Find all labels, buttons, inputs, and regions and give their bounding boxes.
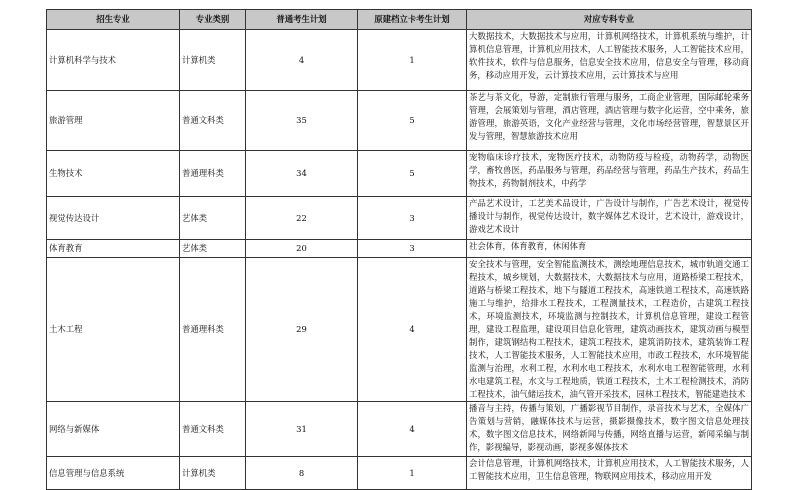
- header-regular-plan: 普通考生计划: [246, 10, 358, 30]
- poverty-plan-cell: 1: [358, 30, 467, 91]
- header-category: 专业类别: [180, 10, 246, 30]
- category-cell: 艺体类: [180, 197, 246, 240]
- major-cell: 计算机科学与技术: [47, 30, 180, 91]
- regular-plan-cell: 22: [246, 197, 358, 240]
- related-majors-cell: 大数据技术，大数据技术与应用，计算机网络技术，计算机系统与维护，计算机信息管理，计算机应用技术，人工智能技术服务，人工智能技术应用，软件技术，软件与信息服务，信息安全技术应用，信息安全与管理，移动商务，移动应用开发，云计算技术应用，云计算技术与应用: [467, 30, 752, 91]
- regular-plan-cell: 35: [246, 91, 358, 151]
- poverty-plan-cell: 5: [358, 151, 467, 197]
- category-cell: 计算机类: [180, 457, 246, 490]
- table-header-row: [47, 10, 752, 30]
- related-majors-cell: 播音与主持，传播与策划，广播影视节目制作，录音技术与艺术，全媒体广告策划与营销，融媒体技术与运营，摄影摄像技术，数字图文信息处理技术，数字图文信息技术，网络新闻与传播，网络直播与运营，新闻采编与制作，影视编导，影视动画，影视多媒体技术: [467, 402, 752, 457]
- category-cell: 普通理科类: [180, 151, 246, 197]
- category-cell: 普通文科类: [180, 402, 246, 457]
- table-row: [47, 91, 752, 151]
- table-row: [47, 197, 752, 240]
- category-cell: 普通理科类: [180, 258, 246, 402]
- table-row: [47, 457, 752, 490]
- poverty-plan-cell: 3: [358, 197, 467, 240]
- related-majors-cell: 茶艺与茶文化，导游，定制旅行管理与服务，工商企业管理，国际邮轮乘务管理，会展策划与管理，酒店管理，酒店管理与数字化运营，空中乘务，旅游管理，旅游英语，文化产业经营与管理，文化市场经营管理，智慧景区开发与管理，智慧旅游技术应用: [467, 91, 752, 151]
- poverty-plan-cell: 5: [358, 91, 467, 151]
- poverty-plan-cell: 1: [358, 457, 467, 490]
- poverty-plan-cell: 3: [358, 240, 467, 258]
- related-majors-cell: 产品艺术设计，工艺美术品设计，广告设计与制作，广告艺术设计，视觉传播设计与制作，视觉传达设计，数字媒体艺术设计，艺术设计，游戏设计，游戏艺术设计: [467, 197, 752, 240]
- poverty-plan-cell: 4: [358, 258, 467, 402]
- regular-plan-cell: 31: [246, 402, 358, 457]
- related-majors-cell: 会计信息管理，计算机网络技术，计算机应用技术，人工智能技术服务，人工智能技术应用，卫生信息管理，物联网应用技术，移动应用开发: [467, 457, 752, 490]
- major-cell: 信息管理与信息系统: [47, 457, 180, 490]
- major-cell: 土木工程: [47, 258, 180, 402]
- regular-plan-cell: 29: [246, 258, 358, 402]
- category-cell: 计算机类: [180, 30, 246, 91]
- table-row: [47, 402, 752, 457]
- header-major: 招生专业: [47, 10, 180, 30]
- poverty-plan-cell: 4: [358, 402, 467, 457]
- related-majors-cell: 安全技术与管理，安全智能监测技术，测绘地理信息技术，城市轨道交通工程技术，城乡规划，大数据技术，大数据技术与应用，道路桥梁工程技术，道路与桥梁工程技术，地下与隧道工程技术，高速铁道工程技术，高速铁路施工与维护，给排水工程技术，工程测量技术，工程造价，古建筑工程技术，环境监测技术，环境监测与控制技术，计算机信息管理，建设工程管理，建设工程监理，建设项目信息化管理，建筑动画技术，建筑动画与模型制作，建筑钢结构工程技术，建筑工程技术，建筑消防技术，建筑装饰工程技术，人工智能技术服务，人工智能技术应用，市政工程技术，水环境智能监测与治理，水利工程，水利水电工程技术，水利水电工程智能管理，水利水电建筑工程，水文与工程地质，铁道工程技术，土木工程检测技术，消防工程技术，油气储运技术，油气管开采技术，园林工程技术，智能建造技术: [467, 258, 752, 402]
- regular-plan-cell: 4: [246, 30, 358, 91]
- major-cell: 旅游管理: [47, 91, 180, 151]
- related-majors-cell: 社会体育，体育教育，休闲体育: [467, 240, 752, 258]
- header-poverty-plan: 原建档立卡考生计划: [358, 10, 467, 30]
- major-cell: 视觉传达设计: [47, 197, 180, 240]
- table-row: [47, 30, 752, 91]
- related-majors-cell: 宠物临床诊疗技术，宠物医疗技术，动物防疫与检疫，动物药学，动物医学，畜牧兽医，药品服务与管理，药品经营与管理，药品生产技术，药品生物技术，药物制剂技术，中药学: [467, 151, 752, 197]
- table-row: [47, 258, 752, 402]
- category-cell: 艺体类: [180, 240, 246, 258]
- header-related-majors: 对应专科专业: [467, 10, 752, 30]
- table-row: [47, 240, 752, 258]
- enrollment-plan-table: [46, 9, 752, 490]
- regular-plan-cell: 34: [246, 151, 358, 197]
- major-cell: 生物技术: [47, 151, 180, 197]
- regular-plan-cell: 20: [246, 240, 358, 258]
- major-cell: 网络与新媒体: [47, 402, 180, 457]
- major-cell: 体育教育: [47, 240, 180, 258]
- table-row: [47, 151, 752, 197]
- regular-plan-cell: 8: [246, 457, 358, 490]
- category-cell: 普通文科类: [180, 91, 246, 151]
